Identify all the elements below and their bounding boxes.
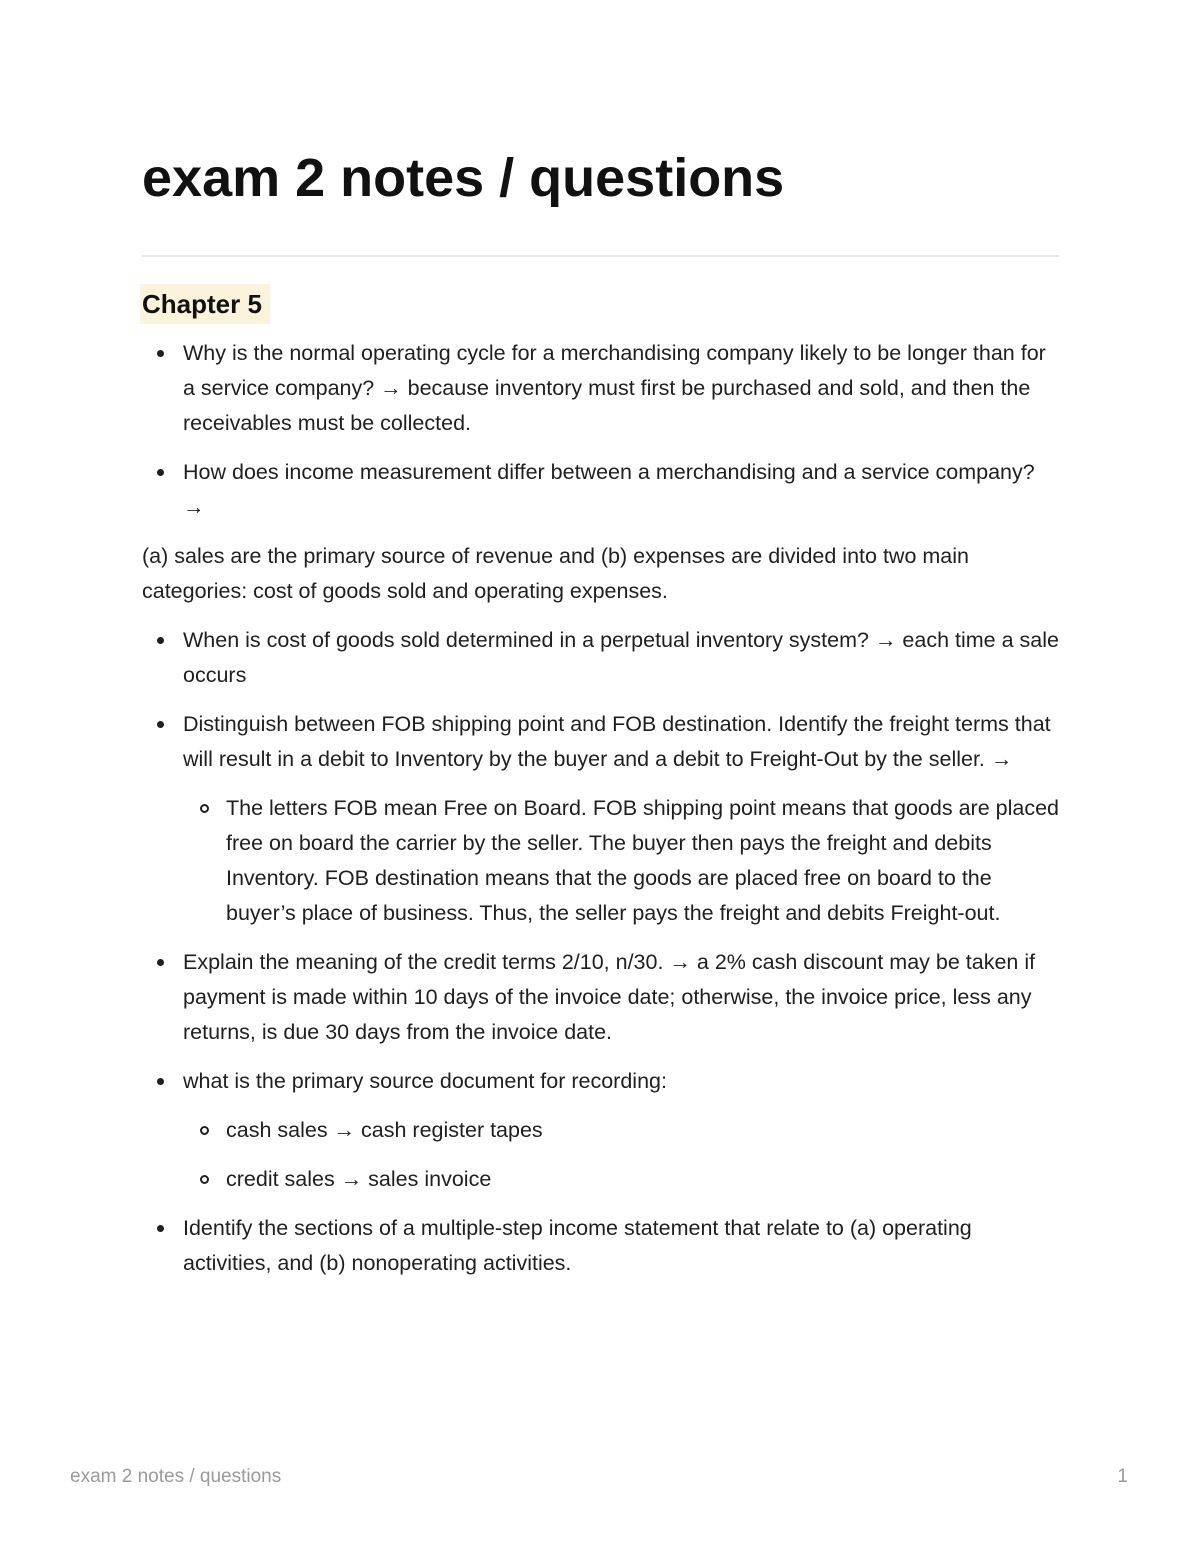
list-item: Explain the meaning of the credit terms 2/10, n/30. → a 2% cash discount may be taken if payment is made within 10 days of the invoice date; otherwise, the invoice price, less any returns, is due 30 days from the invoice date.: [183, 945, 1062, 1050]
list-item: [183, 1064, 1062, 1197]
sub-list: [183, 1113, 1062, 1197]
sub-list: [183, 791, 1062, 931]
sub-list-item: credit sales → sales invoice: [226, 1162, 1062, 1197]
page-number: 1: [1117, 1466, 1128, 1487]
page-content: [142, 284, 1062, 1295]
list-item-text: Distinguish between FOB shipping point and FOB destination. Identify the freight terms that will result in a debit to Inventory by the buyer and a debit to Freight-Out by the seller. →: [183, 712, 1051, 771]
sub-list-item: cash sales → cash register tapes: [226, 1113, 1062, 1148]
list-item: Why is the normal operating cycle for a merchandising company likely to be longer than for a service company? → because inventory must first be purchased and sold, and then the receivables must be collected.: [183, 336, 1062, 441]
section-heading: Chapter 5: [140, 284, 270, 324]
footer-title: exam 2 notes / questions: [70, 1466, 282, 1487]
list-item: Identify the sections of a multiple-step income statement that relate to (a) operating activities, and (b) nonoperating activities.: [183, 1211, 1062, 1281]
question-list-2: [142, 623, 1062, 1281]
section-heading-wrap: [140, 284, 1062, 324]
list-item: [183, 707, 1062, 931]
list-item-text: what is the primary source document for recording:: [183, 1069, 667, 1093]
list-item: How does income measurement differ between a merchandising and a service company? →: [183, 455, 1062, 525]
title-divider: [142, 255, 1059, 257]
paragraph: (a) sales are the primary source of revenue and (b) expenses are divided into two main categories: cost of goods sold and operating expenses.: [142, 544, 969, 603]
list-item: When is cost of goods sold determined in a perpetual inventory system? → each time a sale occurs: [183, 623, 1062, 693]
sub-list-item: The letters FOB mean Free on Board. FOB shipping point means that goods are placed free on board the carrier by the seller. The buyer then pays the freight and debits Inventory. FOB destination means that the goods are placed free on board to the buyer’s place of business. Thus, the seller pays the freight and debits Freight-out.: [226, 791, 1062, 931]
page-title: exam 2 notes / questions: [142, 148, 785, 208]
question-list-1: [142, 336, 1062, 525]
